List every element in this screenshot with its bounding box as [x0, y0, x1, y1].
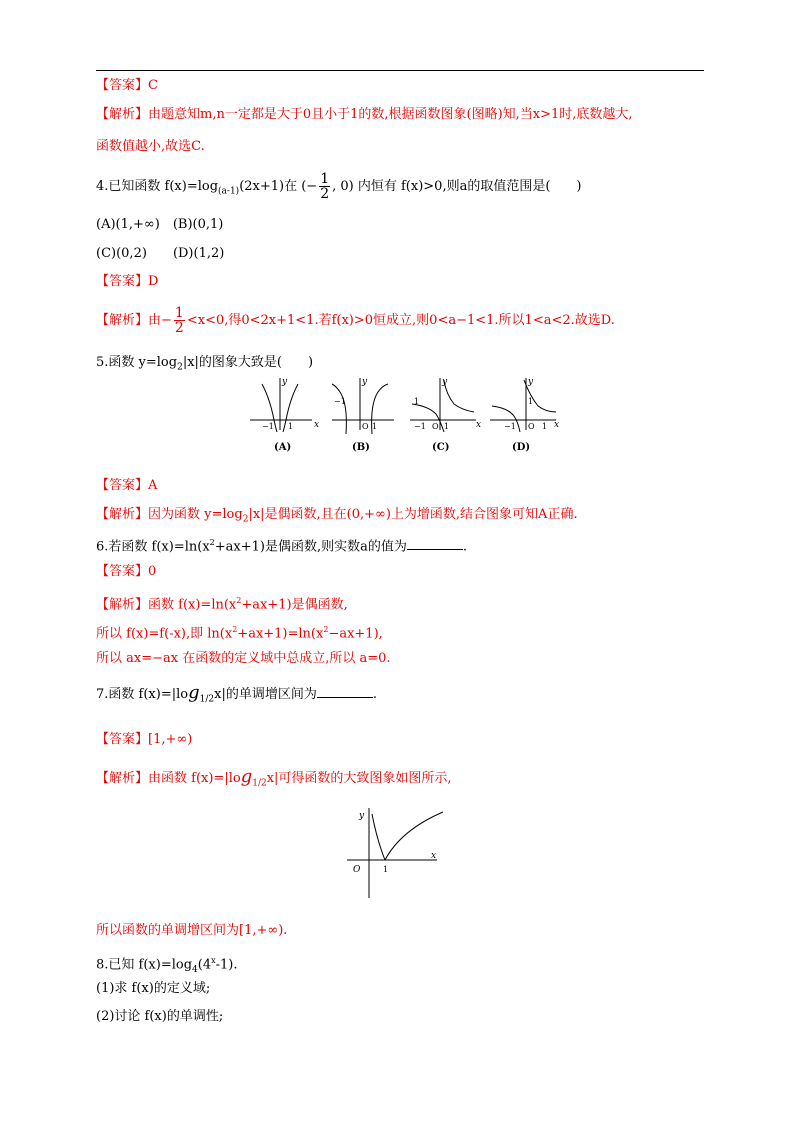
- svg-text:y: y: [442, 377, 448, 387]
- q3-analysis-line1: 【解析】由题意知m,n一定都是大于0且小于1的数,根据函数图象(图略)知,当x>1时,底数越大,: [96, 107, 633, 122]
- q4-options-ab: (A)(1,+∞) (B)(0,1): [96, 217, 224, 232]
- svg-text:−1: −1: [334, 397, 346, 406]
- q7-graph: [345, 800, 445, 900]
- q6-analysis-line3: 所以 ax=−ax 在函数的定义域中总成立,所以 a=0.: [96, 651, 391, 666]
- svg-text:O: O: [432, 422, 439, 431]
- svg-text:O: O: [528, 422, 535, 431]
- answer-blank[interactable]: [407, 537, 463, 550]
- svg-text:x: x: [431, 851, 437, 861]
- q5-graphs: [250, 374, 560, 456]
- q4-answer: 【答案】D: [96, 274, 159, 289]
- q5-answer: 【答案】A: [96, 478, 158, 493]
- svg-text:(C): (C): [432, 442, 450, 453]
- fraction: $\frac{1}{2}$: [174, 305, 184, 336]
- header-rule: [96, 70, 704, 71]
- svg-text:1: 1: [288, 422, 294, 431]
- q8-stem: 8.已知 $f(x)=\log_4(4^x-1)$.: [96, 956, 238, 975]
- q8-part1: (1)求 f(x)的定义域;: [96, 981, 211, 996]
- q4-stem: 4.已知函数 $f(x)=\log_{(a-1)}(2x+1)$在 (− $\frac{1}{2}$ , 0) 内恒有 f(x)>0,则a的取值范围是( ): [96, 171, 582, 202]
- q5-analysis: 【解析】因为函数 $y=\log_2|x|$是偶函数,且在(0,+∞)上为增函数,结合图象可知A正确.: [96, 507, 578, 525]
- svg-text:1: 1: [372, 422, 378, 431]
- q7-stem: 7.函数 $f(x)=|\log_{1/2}x|$的单调增区间为 .: [96, 682, 377, 705]
- svg-text:O: O: [353, 865, 361, 875]
- q8-part2: (2)讨论 f(x)的单调性;: [96, 1009, 224, 1024]
- svg-text:1: 1: [383, 865, 389, 874]
- q3-answer: 【答案】C: [96, 78, 158, 93]
- graph-a: [250, 378, 312, 432]
- svg-text:x: x: [554, 420, 560, 430]
- svg-text:x: x: [314, 420, 320, 430]
- answer-blank[interactable]: [317, 685, 373, 698]
- svg-text:−1: −1: [504, 422, 516, 431]
- svg-text:y: y: [359, 811, 365, 821]
- svg-text:(B): (B): [352, 442, 370, 453]
- q4-options-cd: (C)(0,2) (D)(1,2): [96, 246, 225, 261]
- svg-text:−1: −1: [262, 422, 274, 431]
- svg-text:1: 1: [528, 397, 534, 406]
- svg-text:(D): (D): [512, 442, 531, 453]
- q6-analysis-line2: 所以 f(x)=f(-x),即 $\ln(x^2+ax+1)=\ln(x^2-ax+1)$,: [96, 625, 383, 642]
- fraction: $\frac{1}{2}$: [320, 171, 330, 202]
- svg-text:x: x: [476, 420, 482, 430]
- q7-answer: 【答案】[1,+∞): [96, 732, 193, 747]
- q7-conclusion: 所以函数的单调增区间为[1,+∞).: [96, 923, 288, 938]
- svg-text:1: 1: [542, 422, 548, 431]
- q3-analysis-line2: 函数值越小,故选C.: [96, 139, 205, 154]
- svg-text:y: y: [362, 377, 368, 387]
- q6-answer: 【答案】0: [96, 564, 157, 579]
- svg-text:1: 1: [444, 422, 450, 431]
- q6-analysis-line1: 【解析】函数 $f(x)=\ln(x^2+ax+1)$是偶函数,: [96, 596, 348, 613]
- svg-text:−1: −1: [414, 422, 426, 431]
- q6-stem: 6.若函数 $f(x)=\ln(x^2+ax+1)$是偶函数,则实数a的值为 .: [96, 538, 467, 555]
- q7-analysis: 【解析】由函数 $f(x)=|\log_{1/2}x|$可得函数的大致图象如图所示,: [96, 766, 452, 789]
- q5-stem: 5.函数 $y=\log_2|x|$的图象大致是( ): [96, 355, 314, 373]
- svg-text:y: y: [282, 377, 288, 387]
- svg-text:O: O: [362, 422, 369, 431]
- svg-text:1: 1: [414, 397, 420, 406]
- q4-analysis: 【解析】由− $\frac{1}{2}$ <x<0,得0<2x+1<1.若f(x)>0恒成立,则0<a−1<1.所以1<a<2.故选D.: [96, 305, 615, 336]
- svg-text:y: y: [528, 377, 534, 387]
- svg-text:(A): (A): [274, 442, 292, 453]
